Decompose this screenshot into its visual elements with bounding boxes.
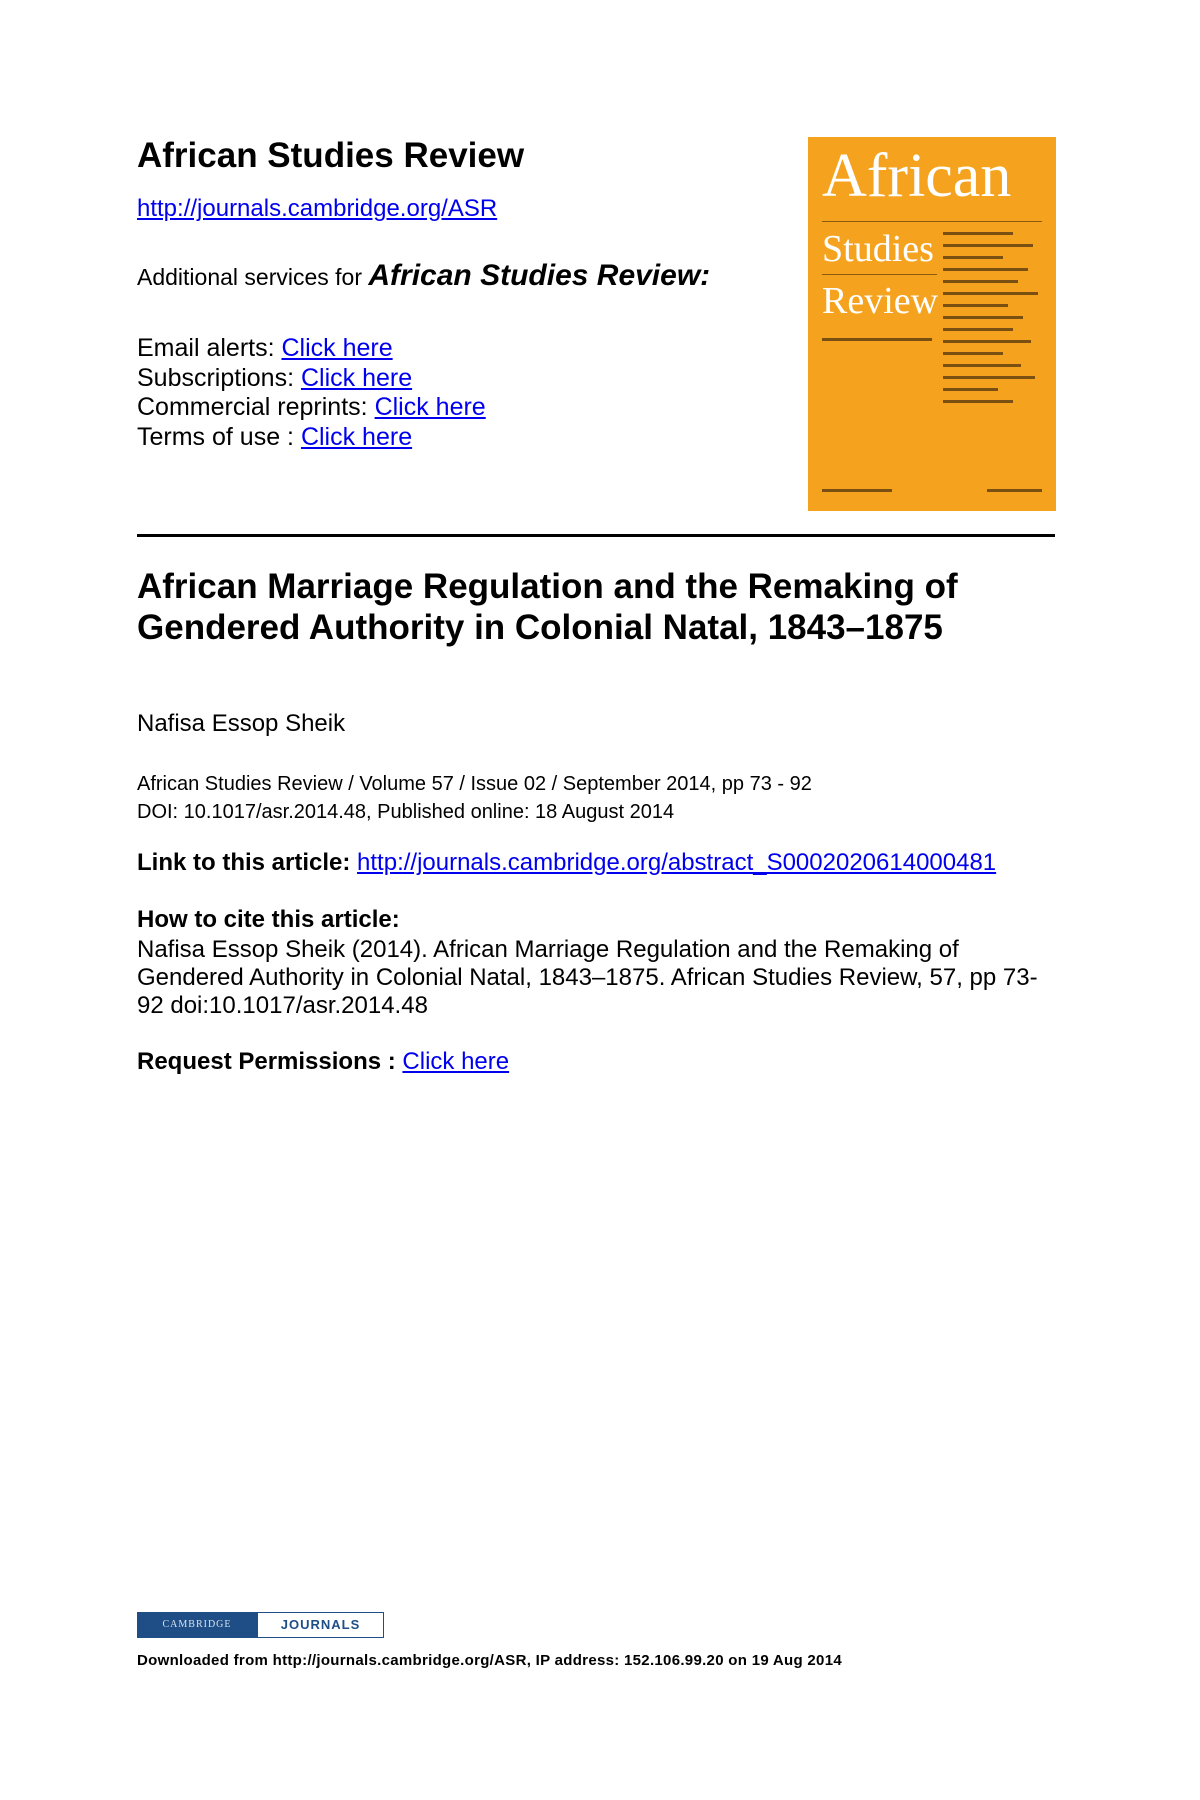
service-terms-of-use [137,423,486,453]
cover-divider [822,274,937,275]
download-note: Downloaded from http://journals.cambridge.org/ASR, IP address: 152.106.99.20 on 19 Aug 2014 [137,1652,842,1669]
services-journal-name: African Studies Review: [368,259,711,292]
logo-cambridge: CAMBRIDGE [137,1612,257,1638]
services-prefix: Additional services for [137,264,369,290]
cambridge-journals-logo [137,1612,384,1638]
service-label: Email alerts: [137,334,282,362]
service-subscriptions [137,364,486,394]
article-link-row [137,849,996,877]
service-commercial-reprints [137,393,486,423]
article-author: Nafisa Essop Sheik [137,710,346,737]
email-alerts-link[interactable]: Click here [281,334,393,362]
journal-title: African Studies Review [137,136,525,175]
service-label: Subscriptions: [137,363,301,392]
article-doi: DOI: 10.1017/asr.2014.48, Published online: 18 August 2014 [137,801,675,823]
journal-cover-image [808,137,1056,511]
journal-url-link[interactable]: http://journals.cambridge.org/ASR [137,195,498,222]
cover-contents-list [943,232,1043,412]
service-label: Terms of use : [137,422,301,451]
permissions-label: Request Permissions : [137,1048,403,1075]
article-link-url[interactable]: http://journals.cambridge.org/abstract_S0002020614000481 [357,849,997,876]
commercial-reprints-link[interactable]: Click here [374,393,486,421]
cite-heading: How to cite this article: [137,906,400,933]
cover-title-line1: African [822,142,1012,210]
cover-title-line3: Review [822,280,939,322]
article-citation: African Studies Review / Volume 57 / Issue 02 / September 2014, pp 73 - 92 [137,773,812,795]
terms-of-use-link[interactable]: Click here [300,422,413,451]
services-list [137,334,486,452]
article-link-label: Link to this article: [137,849,358,876]
service-label: Commercial reprints: [137,393,375,421]
cover-tagline-bar [822,338,932,341]
article-title: African Marriage Regulation and the Remaking of Gendered Authority in Colonial Natal, 1843–1875 [137,567,958,647]
permissions-link[interactable]: Click here [402,1048,510,1075]
service-email-alerts [137,334,486,364]
logo-journals: JOURNALS [257,1612,384,1638]
subscriptions-link[interactable]: Click here [300,363,413,392]
cover-footer-bar [822,489,1042,492]
cite-text: Nafisa Essop Sheik (2014). African Marriage Regulation and the Remaking of Gendered Authority in Colonial Natal, 1843–1875. African Studies Review, 57, pp 73-92 doi:10.1017/asr.2014.48 [137,936,1038,1019]
permissions-row [137,1048,509,1076]
cover-title-line2: Studies [822,228,934,270]
cover-divider [822,221,1042,222]
additional-services-line [137,259,710,293]
section-divider [137,534,1055,537]
